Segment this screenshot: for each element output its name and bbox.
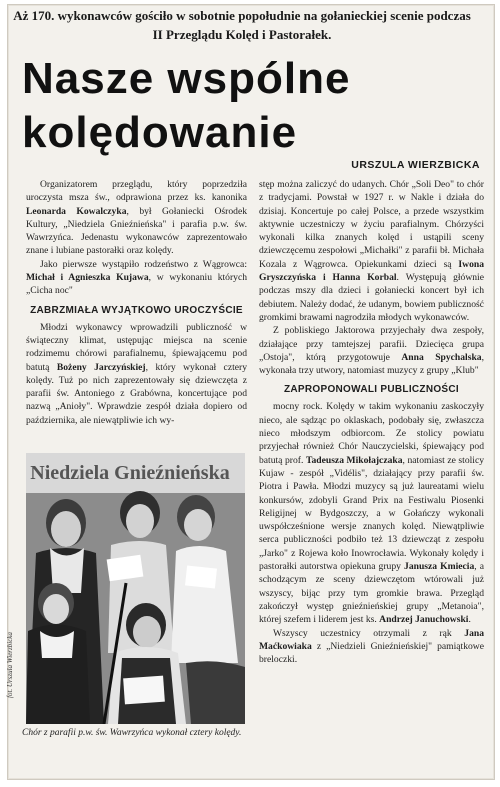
subheading: ZAPROPONOWALI PUBLICZNOŚCI [283,384,460,396]
paragraph: Z pobliskiego Jaktorowa przyjechały dwa zespoły, działające przy tamtejszej parafii. Dziecięca grupa „Ostoja", którą przygotowuje Anna Spychalska, wykonała trzy utwory, natomiast muzycy z grupy „Klub" [259,325,484,377]
paragraph: stęp można zaliczyć do udanych. Chór „Soli Deo" to chór z tradycjami. Powstał w 1927 r. w Nakle i działa do dzisiaj. Koncertuje po całej Polsce, a przede wszystkim aktywnie uczestniczy w życiu parafialnym. Chórzyści wykonali kilka znanych kolęd i ustąpili sceny dziewczęcemu zespołowi „Michałki" z parafii bł. Michała Kozala z Wągrowca. Opiekunkami dzieci są Iwona Gryszczyńska i Hanna Korbal. Występują głównie podczas mszy dla dzieci i gołaniecki koncert był ich debiutem. Należy dodać, że udanym, bowiem publiczność gromkimi brawami nagrodziła młodych wykonawców. [259,179,484,323]
article-column-left [26,178,247,427]
headline-line-1: Nasze wspólne [22,54,351,103]
choir-photo-image [26,453,245,724]
photo-caption: Chór z parafii p.w. św. Wawrzyńca wykonał cztery kolędy. [22,728,242,738]
subheading: ZABRZMIAŁA WYJĄTKOWO UROCZYŚCIE [30,304,243,316]
paragraph: Organizatorem przeglądu, który poprzedziła uroczysta msza św., odprawiona przez ks. kanonika Leonarda Kowalczyka, był Gołaniecki Ośrodek Kultury, „Niedziela Gnieźnieńska" i parafia p.w. św. Wawrzyńca. Jedenastu wykonawców zaprezentowało znane i lubiane pastorałki oraz kolędy. [26,179,247,257]
paragraph: mocny rock. Kolędy w takim wykonaniu zaskoczyły nieco, ale sądząc po oklaskach, podobały się, zwłaszcza nieco młodszym odbiorcom. Ze stolicy powiatu przyjechał również Chór Nauczycielski, śpiewający pod batutą prof. Tadeusza Mikołajczaka, natomiast ze stolicy Kujaw - zespół „Vidélis", działający przy parafii św. Piotra i Pawła. Młodzi muzycy są już laureatami wielu konkursów, zdobyli Grand Prix na Festiwalu Piosenki Religijnej w Bydgoszczy, a w Gołańczy wykonali uwspółcześnione wersje znanych kolęd. Niewątpliwie serca publiczności podbiło też 13 dziewcząt z zespołu „Jarko" z Rojewa koło Inowrocławia. Wykonały kolędy i pastorałki autorstwa opiekuna grupy Janusza Kmiecia, a schodzącym ze sceny dziewczętom wtórowali już wszyscy, bijąc przy tym gromkie brawa. Przegląd zakończył występ gnieźnieńskiej grupy „Metanoia", której szefem i liderem jest ks. Andrzej Januchowski. [259,401,485,626]
headline-line-2: kolędowanie [22,108,298,157]
article-author: URSZULA WIERZBICKA [351,159,480,171]
article-column-right [259,178,484,666]
article-headline [22,52,472,160]
banner-text: Niedziela Gnieźnieńska [30,462,230,484]
paragraph: Jako pierwsze wystąpiło rodzeństwo z Wągrowca: Michał i Agnieszka Kujawa, w wykonaniu których „Cicha noc" [26,258,248,297]
paragraph: Wszyscy uczestnicy otrzymali z rąk Jana Maćkowiaka z „Niedzieli Gnieźnieńskiej" pamiątkowe breloczki. [259,627,484,666]
photo-credit: fot. Urszula Wierzbicka [6,632,14,698]
article-lead: Aż 170. wykonawców gościło w sobotnie popołudnie na gołanieckiej scenie podczas II Przeglądu Kolęd i Pastorałek. [13,8,471,42]
choir-photo [26,453,245,724]
paragraph: Młodzi wykonawcy wprowadzili publiczność w świąteczny klimat, ustępując miejsca na scenie rodzimemu chórowi parafialnemu, śpiewającemu pod batutą Bożeny Jarczyńskiej, który wykonał cztery kolędy. Tuż po nich zaprezentowały się dziewczęta z parafii św. Antoniego z Grabówna, koncertujące pod nazwą „Anioły". Wprawdzie zespół działa dopiero od października, ale niewątpliwie ich wy- [26,321,247,426]
